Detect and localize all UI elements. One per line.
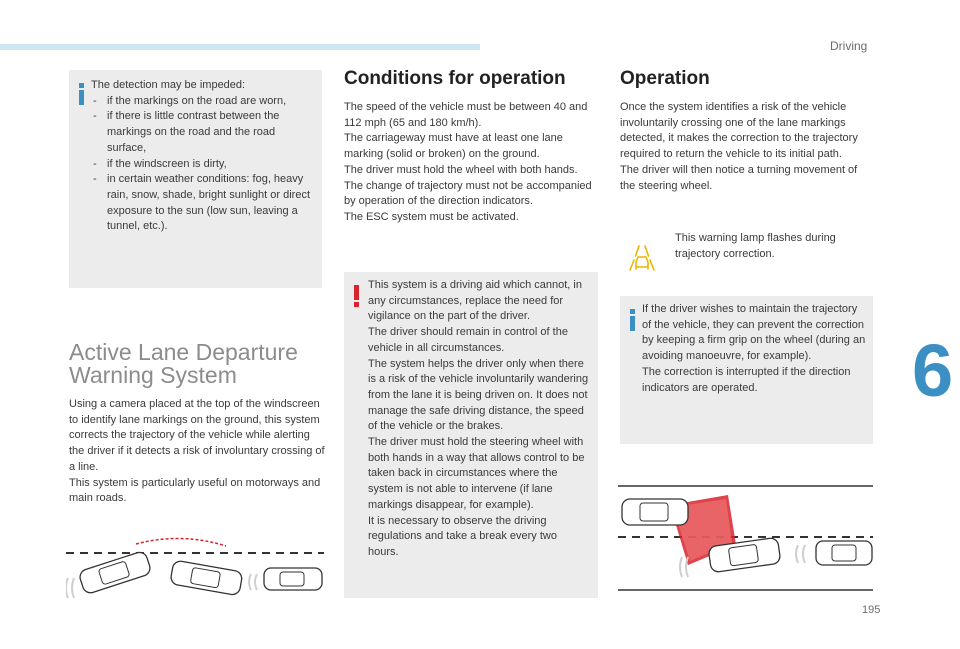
- lane-departure-warning-lamp-icon: [624, 238, 660, 274]
- detection-item: - if the markings on the road are worn,: [91, 94, 313, 110]
- driver-paragraph: If the driver wishes to maintain the trajectory of the vehicle, they can prevent the correction by keeping a firm grip on the wheel (during an avoiding manoeuvre, for example).: [642, 303, 866, 363]
- operation-paragraph: The driver will then notice a turning movement of the steering wheel.: [620, 163, 858, 192]
- correction-path: [136, 538, 226, 546]
- car-icon: [78, 550, 152, 594]
- page-title-line1: Active Lane Departure: [69, 339, 298, 365]
- operation-heading: Operation: [620, 68, 710, 89]
- car-icon: [622, 499, 688, 525]
- header-bar: [0, 44, 480, 50]
- conditions-paragraph: The driver must hold the wheel with both hands.: [344, 163, 578, 176]
- lane-correction-illustration-left: [66, 534, 326, 604]
- car-icon: [170, 560, 243, 596]
- conditions-heading: Conditions for operation: [344, 68, 566, 89]
- car-icon: [264, 568, 322, 590]
- operation-paragraph: Once the system identifies a risk of the vehicle involuntarily crossing one of the lane markings detected, it makes the correction to the trajectory required to return the vehicle to its initial path.: [620, 101, 858, 161]
- warning-paragraph: It is necessary to observe the driving regulations and take a break every two hours.: [368, 514, 557, 558]
- warning-paragraph: The system helps the driver only when there is a risk of the vehicle involuntarily wandering from the lane it is being driven on. It does not manage the safe driving distance, the speed of the vehicle or the brakes.: [368, 357, 589, 433]
- section-label: Driving: [830, 39, 868, 53]
- car-icon: [816, 541, 872, 565]
- page-number: 195: [862, 604, 881, 616]
- warning-paragraph: The driver should remain in control of the vehicle in all circumstances.: [368, 326, 568, 354]
- driver-paragraph: The correction is interrupted if the direction indicators are operated.: [642, 365, 851, 394]
- operation-text: [620, 100, 874, 194]
- warning-box: [344, 272, 598, 598]
- conditions-paragraph: The ESC system must be activated.: [344, 210, 519, 223]
- warning-paragraph: The driver must hold the steering wheel with both hands in a way that allows control to be taken back in circumstances where the system is not able to intervene (if lane markings disappear, for example).: [368, 436, 585, 511]
- conditions-paragraph: The speed of the vehicle must be between 40 and 112 mph (65 and 180 km/h).: [344, 101, 588, 129]
- detection-info-box: [69, 70, 322, 288]
- detection-item: - if the windscreen is dirty,: [91, 157, 313, 173]
- warning-icon: [354, 285, 359, 307]
- driver-info-box: [620, 296, 873, 444]
- chapter-number: 6: [912, 329, 954, 412]
- lamp-description: This warning lamp flashes during trajectory correction.: [675, 232, 836, 260]
- intro-paragraph: Using a camera placed at the top of the windscreen to identify lane markings on the ground, this system corrects the trajectory of the vehicle while alerting the driver if it detects a risk of involuntary crossing of a line.: [69, 398, 325, 473]
- lane-correction-illustration-right: [618, 485, 874, 595]
- info-icon: [79, 83, 84, 105]
- page-title-line2: Warning System: [69, 362, 237, 388]
- intro-paragraph: This system is particularly useful on motorways and main roads.: [69, 476, 321, 505]
- conditions-text: [344, 100, 594, 226]
- intro-text: [69, 397, 325, 507]
- warning-paragraph: This system is a driving aid which cannot, in any circumstances, replace the need for vigilance on the part of the driver.: [368, 279, 582, 323]
- detection-item: - if there is little contrast between the markings on the road and the road surface,: [91, 109, 313, 156]
- page-title: [69, 341, 329, 387]
- detection-item: - in certain weather conditions: fog, heavy rain, snow, shade, bright sunlight or direct exposure to the sun (low sun, leaving a tunnel, etc.).: [91, 172, 313, 235]
- conditions-paragraph: The change of trajectory must not be accompanied by operation of the direction indicators.: [344, 179, 592, 208]
- info-icon: [630, 309, 635, 331]
- conditions-paragraph: The carriageway must have at least one lane marking (solid or broken) on the ground.: [344, 132, 563, 161]
- detection-intro: The detection may be impeded:: [91, 79, 246, 91]
